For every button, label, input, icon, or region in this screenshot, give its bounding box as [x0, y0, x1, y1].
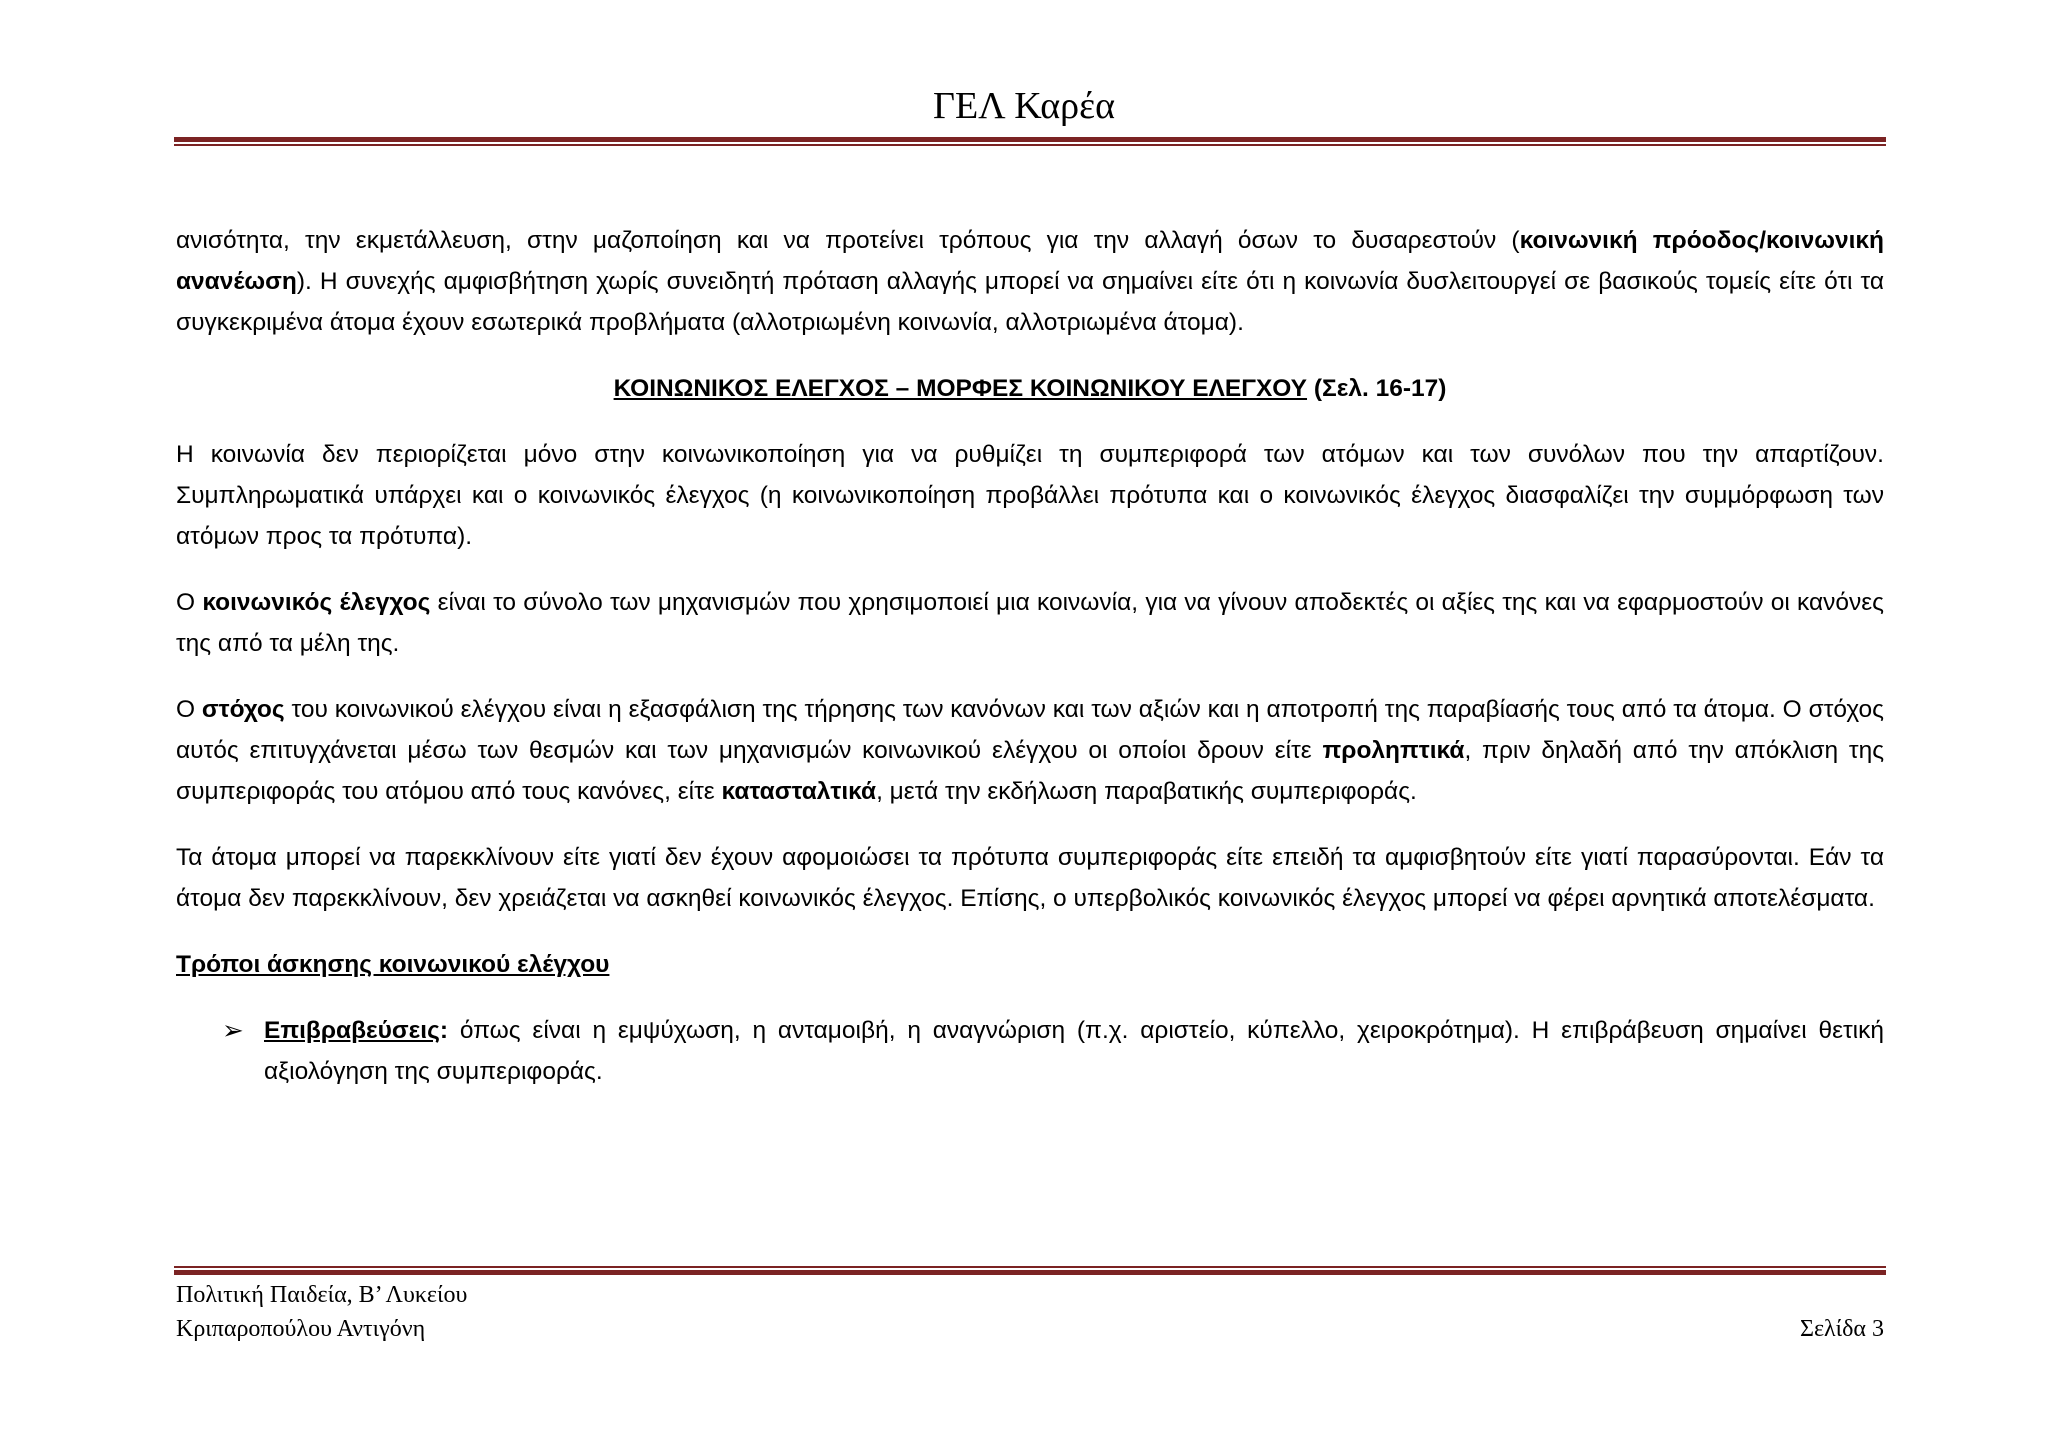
paragraph-text: , πριν δηλαδή από την απόκλιση της συμπεριφοράς του ατόμου από τους κανόνες, είτε: [176, 737, 1884, 805]
footer-divider: [174, 1266, 1886, 1275]
bold-term-preventive: προληπτικά: [1322, 737, 1465, 764]
section-heading: [176, 368, 1884, 409]
bullet-term: Επιβραβεύσεις: [264, 1017, 440, 1044]
section-heading-pages: (Σελ. 16-17): [1307, 375, 1447, 402]
bold-term-social-control: κοινωνικός έλεγχος: [202, 589, 431, 616]
header-divider-thick: [174, 137, 1886, 142]
header-divider-thin: [174, 144, 1886, 146]
bullet-text: όπως είναι η εμψύχωση, η ανταμοιβή, η αναγνώριση (π.χ. αριστείο, κύπελλο, χειροκρότημα). Η επιβράβευση σημαίνει θετική αξιολόγηση της συμπεριφοράς.: [264, 1017, 1884, 1085]
header-divider: [174, 137, 1886, 146]
page-header-title: ΓΕΛ Καρέα: [932, 85, 1116, 127]
arrow-bullet-icon: ➢: [222, 1015, 244, 1045]
bold-term-social-progress: κοινωνική πρόοδος/κοινωνική ανανέωση: [176, 227, 1884, 295]
footer-course: Πολιτική Παιδεία, Β’ Λυκείου: [176, 1282, 468, 1308]
paragraph-text: Ο: [176, 696, 202, 723]
paragraph-socialization: Η κοινωνία δεν περιορίζεται μόνο στην κοινωνικοποίηση για να ρυθμίζει τη συμπεριφορά των ατόμων και των συνόλων που την απαρτίζουν. Συμπληρωματικά υπάρχει και ο κοινωνικός έλεγχος (η κοινωνικοποίηση προβάλλει πρότυπα και ο κοινωνικός έλεγχος διασφαλίζει την συμμόρφωση των ατόμων προς τα πρότυπα).: [176, 441, 1884, 550]
paragraph-text: του κοινωνικού ελέγχου είναι η εξασφάλιση της τήρησης των κανόνων και των αξιών και η αποτροπή της παραβίασής τους από τα άτομα. Ο στόχος αυτός επιτυγχάνεται μέσω των θεσμών και των μηχανισμών κοινωνικού ελέγχου οι οποίοι δρουν είτε: [176, 696, 1884, 764]
paragraph-text: , μετά την εκδήλωση παραβατικής συμπεριφοράς.: [876, 778, 1417, 805]
bold-term-goal: στόχος: [201, 696, 285, 723]
document-body: [176, 220, 1884, 1092]
paragraph-deviation: Τα άτομα μπορεί να παρεκκλίνουν είτε γιατί δεν έχουν αφομοιώσει τα πρότυπα συμπεριφοράς είτε επειδή τα αμφισβητούν είτε γιατί παρασύρονται. Εάν τα άτομα δεν παρεκκλίνουν, δεν χρειάζεται να ασκηθεί κοινωνικός έλεγχος. Επίσης, ο υπερβολικός κοινωνικός έλεγχος μπορεί να φέρει αρνητικά αποτελέσματα.: [176, 844, 1884, 912]
paragraph-text: είναι το σύνολο των μηχανισμών που χρησιμοποιεί μια κοινωνία, για να γίνουν αποδεκτές οι αξίες της και να εφαρμοστούν οι κανόνες της από τα μέλη της.: [176, 589, 1884, 657]
page-footer: [176, 1278, 1884, 1346]
paragraph-text: Ο: [176, 589, 203, 616]
section-heading-title: ΚΟΙΝΩΝΙΚΟΣ ΕΛΕΓΧΟΣ – ΜΟΡΦΕΣ ΚΟΙΝΩΝΙΚΟΥ ΕΛΕΓΧΟΥ: [613, 375, 1308, 402]
page-number: Σελίδα 3: [1799, 1316, 1884, 1342]
paragraph-social-control-definition: [176, 582, 1884, 664]
paragraph-social-control-goal: [176, 689, 1884, 812]
bold-term-repressive: κατασταλτικά: [721, 778, 877, 805]
footer-author: Κριπαροπούλου Αντιγόνη: [176, 1316, 426, 1342]
paragraph-text: ανισότητα, την εκμετάλλευση, στην μαζοποίηση και να προτείνει τρόπους για την αλλαγή όσων το δυσαρεστούν (: [176, 227, 1520, 254]
footer-divider-thick: [174, 1270, 1886, 1275]
subheading-methods: Τρόποι άσκησης κοινωνικού ελέγχου: [176, 951, 610, 978]
list-item-rewards: [176, 1010, 1884, 1092]
bullet-colon: :: [439, 1017, 449, 1044]
paragraph-social-progress: [176, 220, 1884, 343]
footer-divider-thin: [174, 1266, 1886, 1268]
paragraph-text: ). Η συνεχής αμφισβήτηση χωρίς συνειδητή πρόταση αλλαγής μπορεί να σημαίνει είτε ότι η κοινωνία δυσλειτουργεί σε βασικούς τομείς είτε ότι τα συγκεκριμένα άτομα έχουν εσωτερικά προβλήματα (αλλοτριωμένη κοινωνία, αλλοτριωμένα άτομα).: [176, 268, 1884, 336]
